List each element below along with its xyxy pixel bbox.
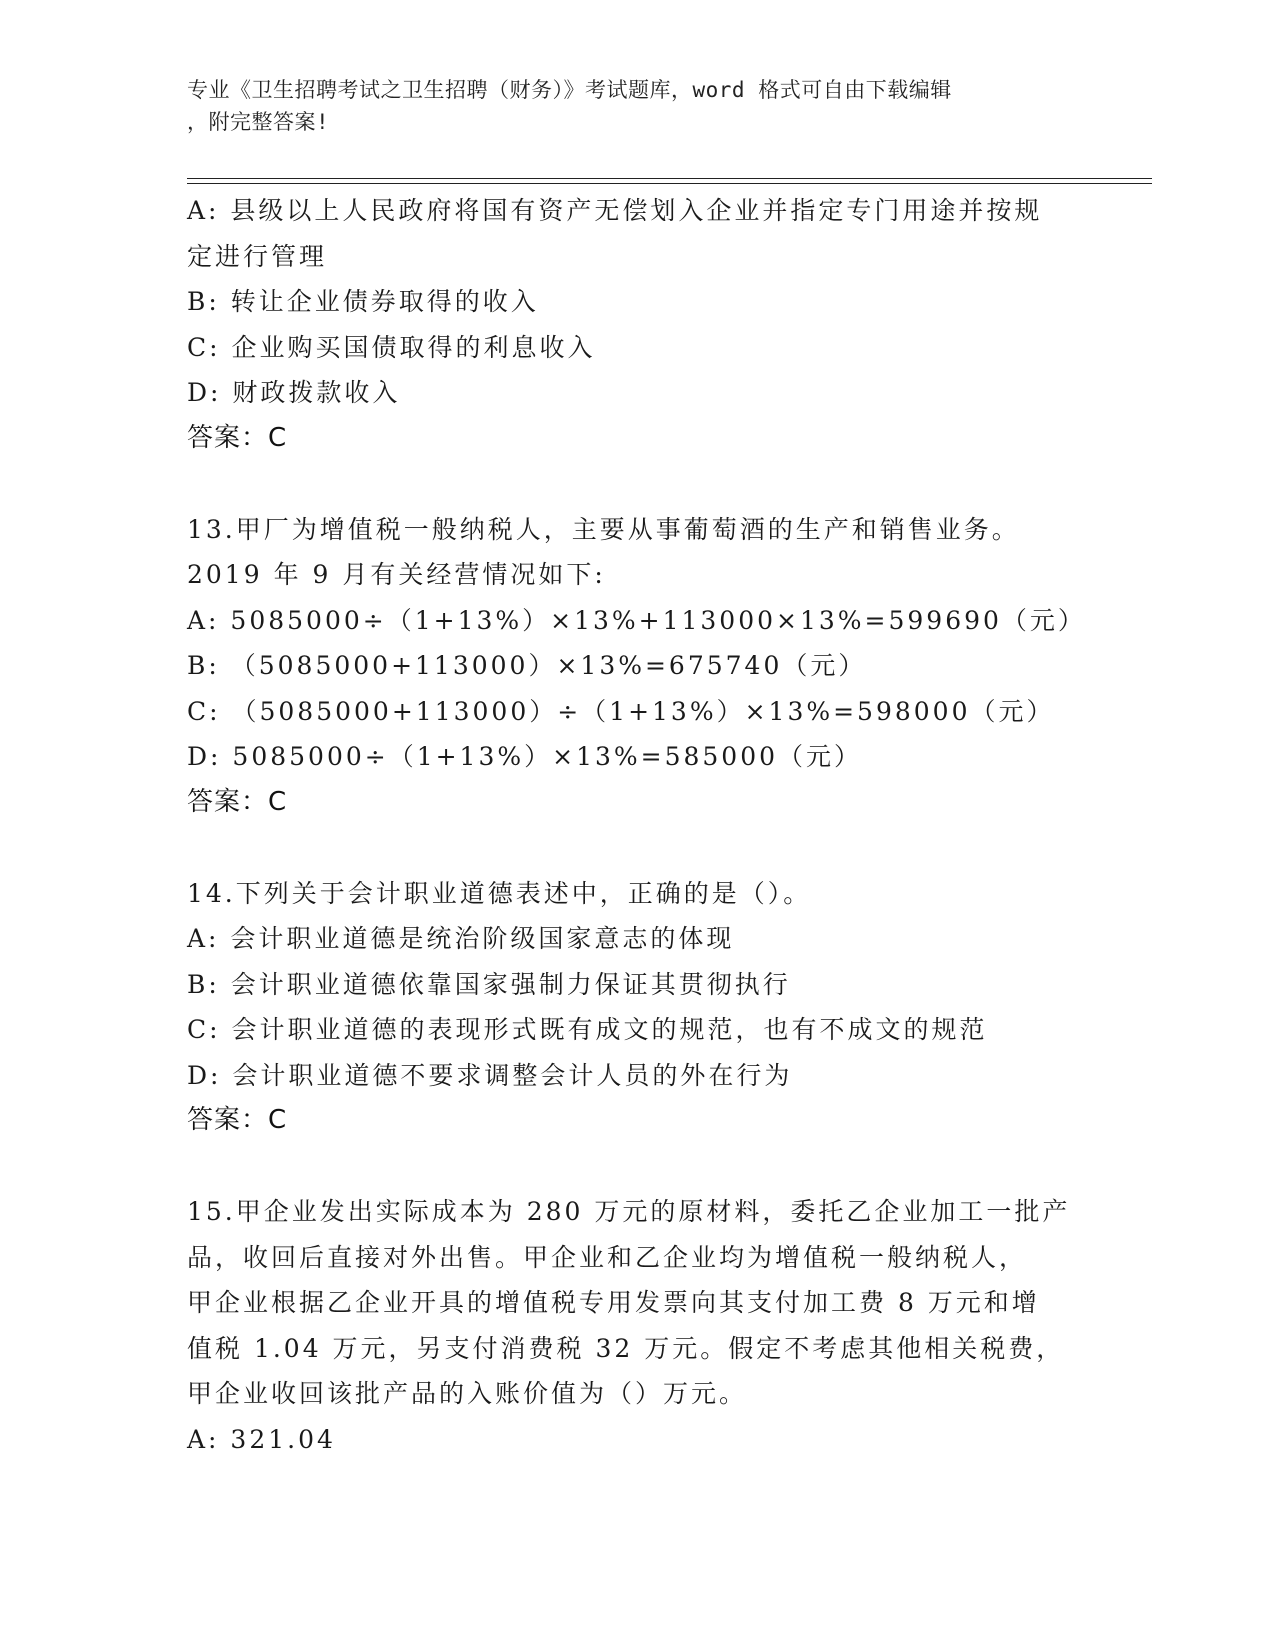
spacer [187,1144,1087,1190]
q12-option-d: D: 财政拨款收入 [187,378,401,407]
q12-option-a-line1: A: 县级以上人民政府将国有资产无偿划入企业并指定专门用途并按规 [187,196,1043,225]
q13-stem-line1: 13.甲厂为增值税一般纳税人，主要从事葡萄酒的生产和销售业务。 [187,514,1020,544]
q13-option-a: A: 5085000÷（1+13%）×13%+113000×13%=599690（元） [187,605,1086,635]
header-line-2: ，附完整答案! [187,110,330,134]
q12-option-b: B: 转让企业债券取得的收入 [187,287,539,316]
spacer [187,461,1087,507]
q12-answer: 答案：C [187,422,288,453]
header-line-1: 专业《卫生招聘考试之卫生招聘（财务）》考试题库，word 格式可自由下载编辑 [187,78,952,102]
q14-option-c: C: 会计职业道德的表现形式既有成文的规范，也有不成文的规范 [187,1015,988,1044]
q15-stem-line4: 值税 1.04 万元，另支付消费税 32 万元。假定不考虑其他相关税费， [187,1333,1065,1363]
q14-option-a: A: 会计职业道德是统治阶级国家意志的体现 [187,924,735,953]
q14-option-b: B: 会计职业道德依靠国家强制力保证其贯彻执行 [187,969,791,999]
header-divider-bottom [187,183,1152,184]
q15-stem-line3: 甲企业根据乙企业开具的增值税专用发票向其支付加工费 8 万元和增 [187,1288,1040,1317]
q15-stem-line2: 品，收回后直接对外出售。甲企业和乙企业均为增值税一般纳税人， [187,1242,1028,1272]
question-13 [187,507,1087,826]
q15-stem-line5: 甲企业收回该批产品的入账价值为（）万元。 [187,1379,748,1408]
question-15 [187,1189,1087,1462]
question-12 [187,188,1087,461]
q15-option-a: A: 321.04 [187,1424,336,1454]
q14-option-d: D: 会计职业道德不要求调整会计人员的外在行为 [187,1060,793,1090]
q14-answer: 答案：C [187,1105,288,1135]
q13-option-c: C: （5085000+113000）÷（1+13%）×13%=598000（元） [187,696,1055,726]
q12-option-a-line2: 定进行管理 [187,241,328,271]
spacer [187,825,1087,871]
q13-option-b: B: （5085000+113000）×13%=675740（元） [187,651,867,680]
q15-stem-line1: 15.甲企业发出实际成本为 280 万元的原材料，委托乙企业加工一批产 [187,1197,1071,1226]
q13-answer: 答案：C [187,786,288,817]
document-header [187,74,1067,138]
header-divider-top [187,178,1152,179]
q14-stem: 14.下列关于会计职业道德表述中，正确的是（）。 [187,878,812,908]
q12-option-c: C: 企业购买国债取得的利息收入 [187,332,596,362]
question-14 [187,871,1087,1144]
q13-stem-line2: 2019 年 9 月有关经营情况如下: [187,560,606,589]
question-content [187,188,1087,1462]
q13-option-d: D: 5085000÷（1+13%）×13%=585000（元） [187,742,863,771]
